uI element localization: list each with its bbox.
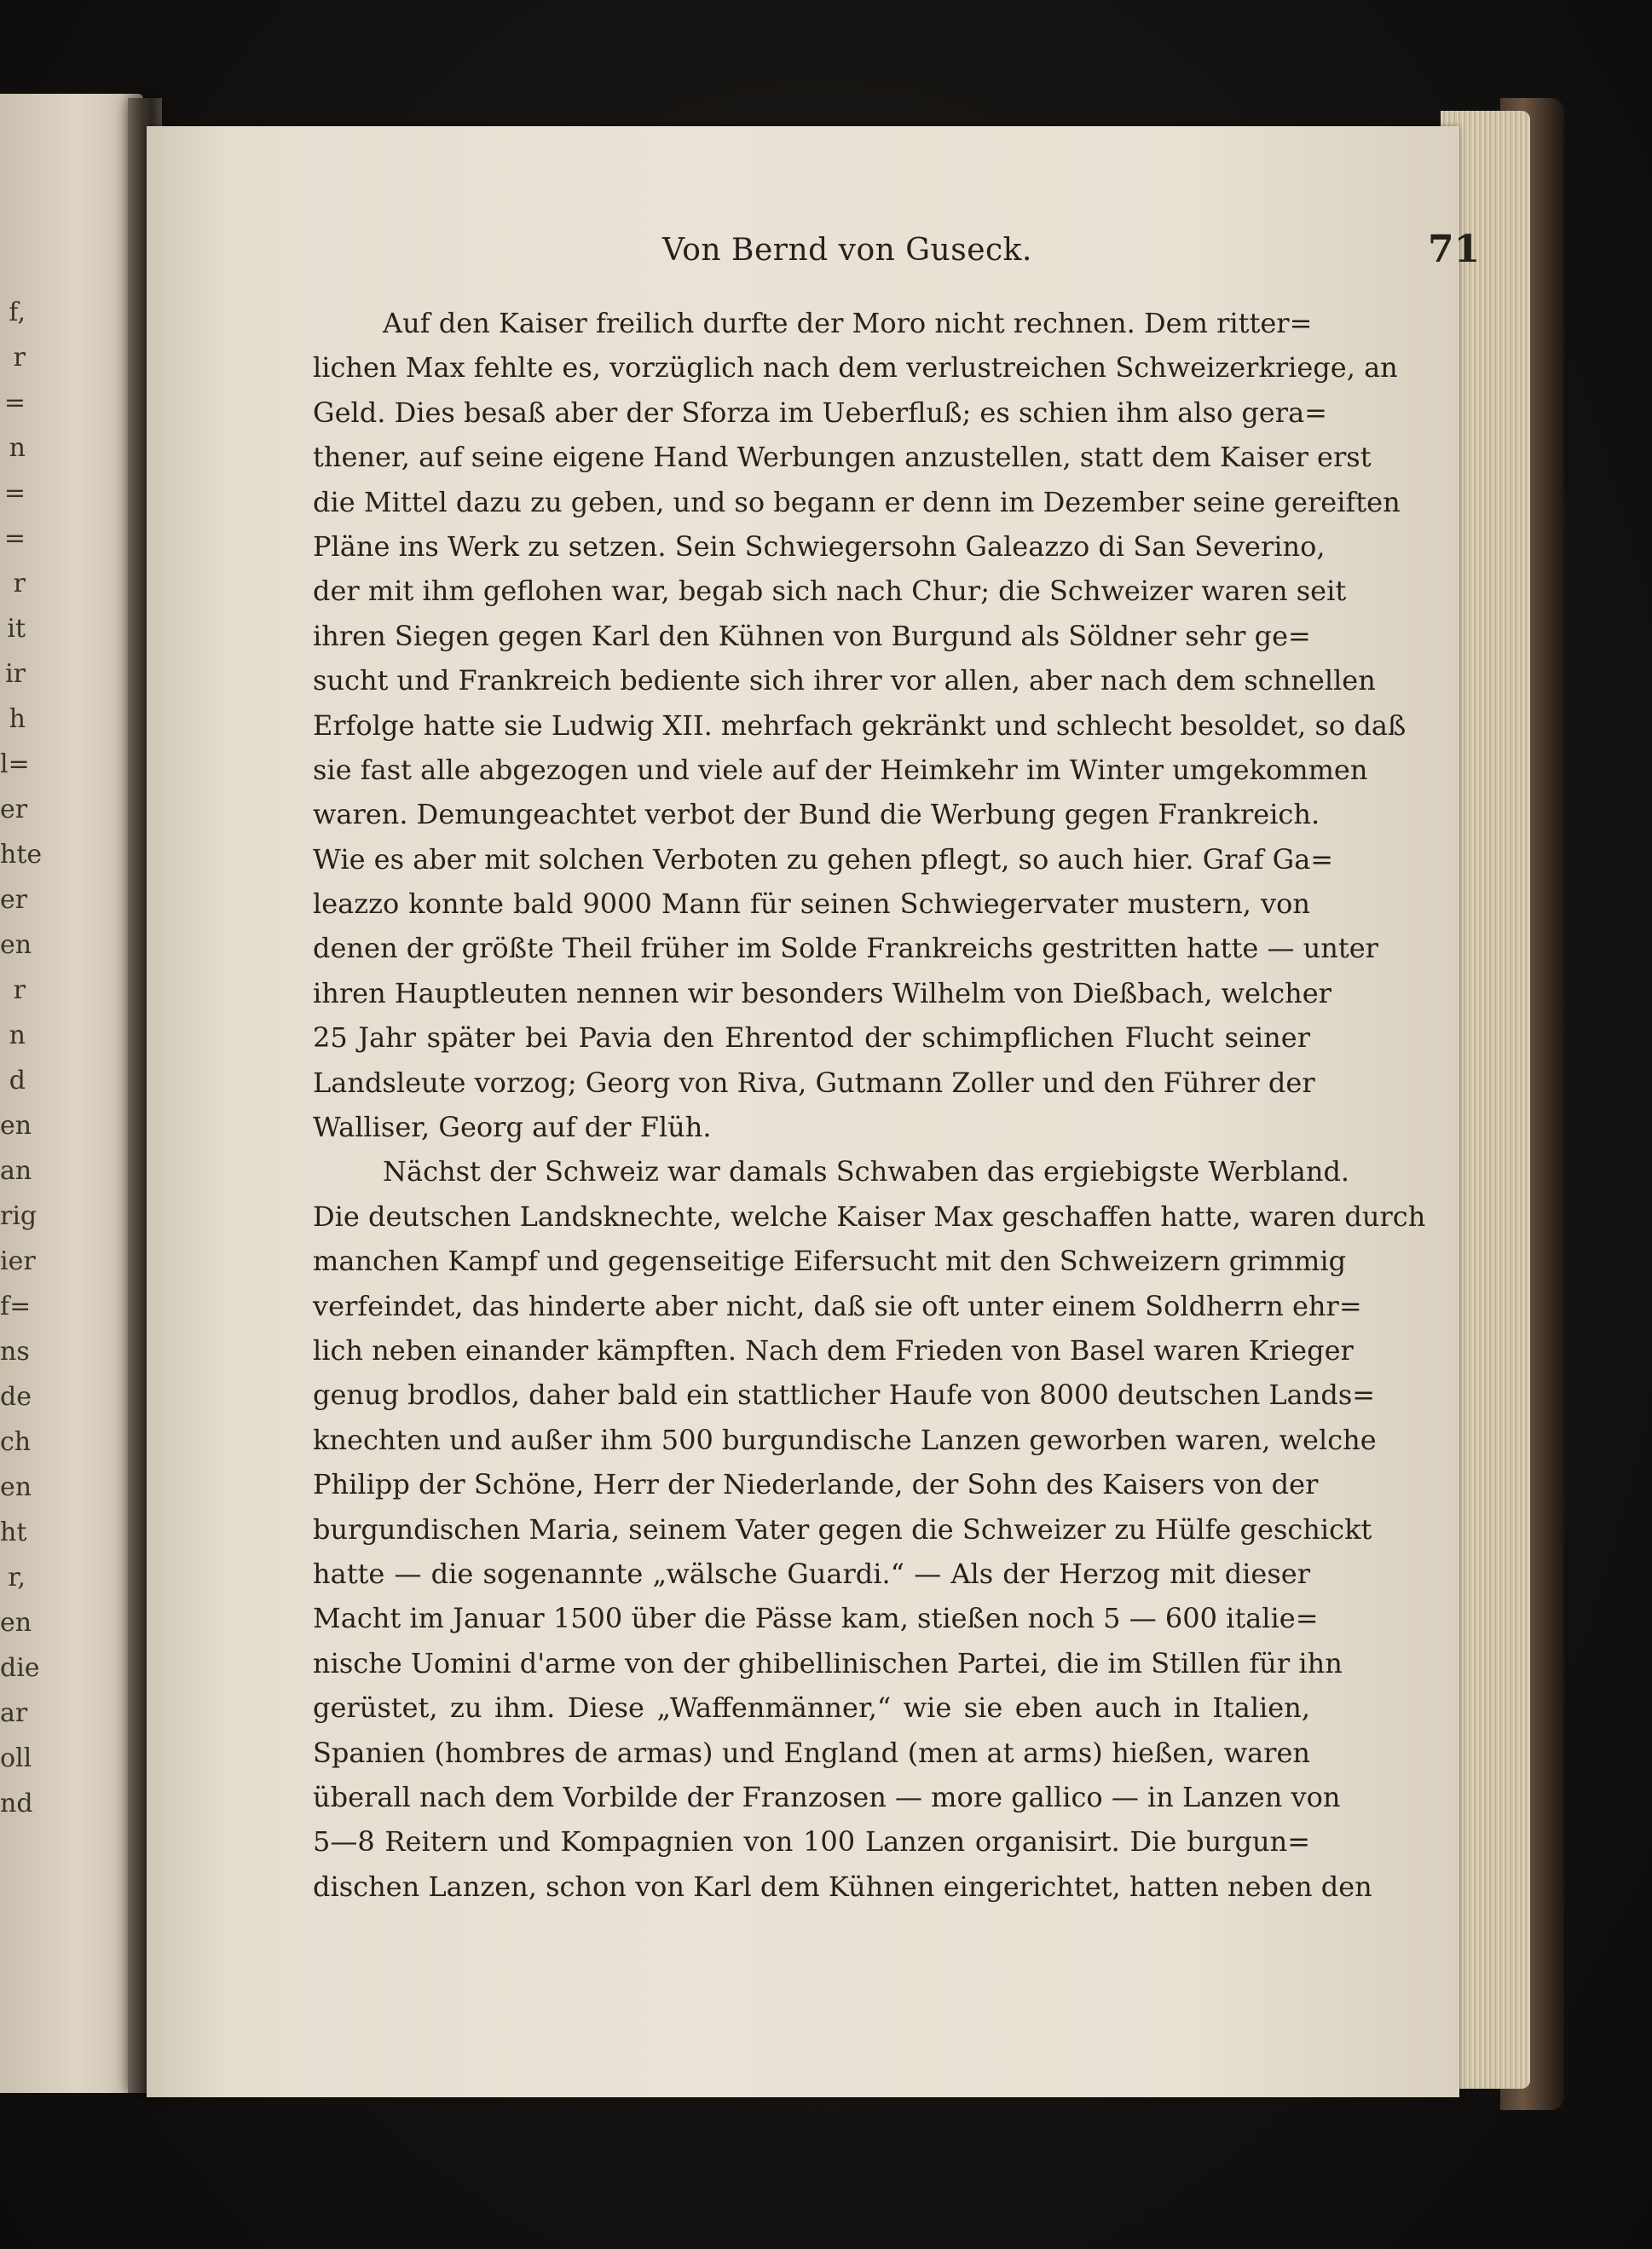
body-text	[313, 301, 1472, 1909]
text-line: Erfolge hatte sie Ludwig XII. mehrfach gekränkt und schlecht besoldet, so daß	[313, 708, 1407, 742]
left-page-fragment: h	[9, 704, 26, 734]
text-line: Landsleute vorzog; Georg von Riva, Gutmann Zoller und den Führer der	[313, 1066, 1315, 1099]
left-page-fragment: en	[0, 1608, 32, 1638]
left-page-fragment: er	[0, 885, 28, 915]
text-line: ihren Siegen gegen Karl den Kühnen von Burgund als Söldner sehr ge=	[313, 619, 1311, 652]
text-line: Wie es aber mit solchen Verboten zu gehen pflegt, so auch hier. Graf Ga=	[313, 842, 1334, 876]
book-page	[147, 126, 1481, 2097]
left-page-fragment: =	[3, 523, 26, 553]
left-page-fragment: ir	[5, 659, 26, 689]
left-page-fragment: an	[0, 1156, 32, 1186]
left-page-fragment: die	[0, 1653, 40, 1683]
running-head-title: Von Bernd von Guseck.	[662, 233, 1032, 268]
text-line: Die deutschen Landsknechte, welche Kaiser Max geschaffen hatte, waren durch	[313, 1200, 1426, 1233]
text-line: 5—8 Reitern und Kompagnien von 100 Lanzen organisirt. Die burgun=	[313, 1825, 1310, 1859]
left-page-fragment: er	[0, 795, 28, 824]
text-line: dischen Lanzen, schon von Karl dem Kühnen eingerichtet, hatten neben den	[313, 1870, 1372, 1903]
left-page-fragment: ht	[0, 1518, 27, 1547]
left-page-fragment: f=	[0, 1292, 32, 1321]
left-page-fragment: nd	[0, 1789, 33, 1818]
left-page-fragment: d	[9, 1066, 26, 1096]
text-line: ihren Hauptleuten nennen wir besonders Wilhelm von Dießbach, welcher	[313, 976, 1331, 1009]
left-page-fragment: r	[13, 343, 26, 373]
text-line: 25 Jahr später bei Pavia den Ehrentod der schimpflichen Flucht seiner	[313, 1021, 1310, 1055]
text-line: nische Uomini d'arme von der ghibellinischen Partei, die im Stillen für ihn	[313, 1646, 1343, 1680]
page-number: 71	[1428, 228, 1481, 271]
text-line: leazzo konnte bald 9000 Mann für seinen Schwiegervater mustern, von	[313, 887, 1310, 921]
text-line: verfeindet, das hinderte aber nicht, daß sie oft unter einem Soldherrn ehr=	[313, 1289, 1362, 1322]
left-page-fragment: oll	[0, 1743, 32, 1773]
text-line: der mit ihm geflohen war, begab sich nach Chur; die Schweizer waren seit	[313, 575, 1347, 608]
left-page-fragment: ar	[0, 1698, 28, 1728]
text-line: thener, auf seine eigene Hand Werbungen anzustellen, statt dem Kaiser erst	[313, 441, 1372, 474]
left-page-edge-text	[0, 290, 43, 1826]
left-page-fragment: =	[3, 388, 26, 418]
left-page-fragment: f,	[9, 298, 26, 327]
left-page-fragment: n	[9, 1020, 26, 1050]
text-line: Philipp der Schöne, Herr der Niederlande, der Sohn des Kaisers von der	[313, 1468, 1319, 1501]
text-line: Spanien (hombres de armas) und England (men at arms) hießen, waren	[313, 1736, 1310, 1769]
left-page-fragment: rig	[0, 1201, 38, 1231]
text-line: sie fast alle abgezogen und viele auf der Heimkehr im Winter umgekommen	[313, 753, 1368, 786]
text-line: denen der größte Theil früher im Solde Frankreichs gestritten hatte — unter	[313, 932, 1378, 965]
text-line: manchen Kampf und gegenseitige Eifersucht mit den Schweizern grimmig	[313, 1245, 1347, 1278]
text-line: Macht im Januar 1500 über die Pässe kam, stießen noch 5 — 600 italie=	[313, 1602, 1319, 1635]
left-page-fragment: =	[3, 478, 26, 508]
left-page-fragment: en	[0, 930, 32, 960]
left-page-fragment: r,	[8, 1563, 26, 1593]
text-line: Pläne ins Werk zu setzen. Sein Schwiegersohn Galeazzo di San Severino,	[313, 529, 1326, 563]
left-page-fragment: r	[13, 975, 26, 1005]
left-page-fragment: en	[0, 1472, 32, 1502]
left-page-fragment: l=	[0, 749, 30, 779]
running-head	[313, 228, 1481, 301]
left-page-fragment: r	[13, 569, 26, 598]
text-line: gerüstet, zu ihm. Diese „Waffenmänner,“ wie sie eben auch in Italien,	[313, 1691, 1310, 1725]
text-line: sucht und Frankreich bediente sich ihrer vor allen, aber nach dem schnellen	[313, 664, 1376, 697]
text-line: burgundischen Maria, seinem Vater gegen die Schweizer zu Hülfe geschickt	[313, 1512, 1372, 1546]
text-line: Walliser, Georg auf der Flüh.	[313, 1111, 712, 1144]
left-page-fragment: n	[9, 433, 26, 463]
text-line: knechten und außer ihm 500 burgundische Lanzen geworben waren, welche	[313, 1423, 1377, 1456]
left-page-fragment: de	[0, 1382, 32, 1412]
left-page-fragment: ier	[0, 1246, 36, 1276]
text-line: waren. Demungeachtet verbot der Bund die Werbung gegen Frankreich.	[313, 798, 1320, 831]
text-line: die Mittel dazu zu geben, und so begann er denn im Dezember seine gereiften	[313, 485, 1401, 518]
left-page-fragment: it	[7, 614, 26, 644]
left-page-fragment: hte	[0, 840, 43, 870]
page-content	[313, 228, 1481, 1909]
left-facing-page	[0, 94, 143, 2093]
left-page-fragment: ns	[0, 1337, 30, 1367]
text-line: Auf den Kaiser freilich durfte der Moro nicht rechnen. Dem ritter=	[383, 307, 1313, 339]
text-line: Nächst der Schweiz war damals Schwaben das ergiebigste Werbland.	[383, 1155, 1350, 1188]
text-line: genug brodlos, daher bald ein stattlicher Haufe von 8000 deutschen Lands=	[313, 1379, 1376, 1412]
text-line: lichen Max fehlte es, vorzüglich nach dem verlustreichen Schweizerkriege, an	[313, 351, 1398, 384]
left-page-fragment: en	[0, 1111, 32, 1141]
text-line: überall nach dem Vorbilde der Franzosen — more gallico — in Lanzen von	[313, 1780, 1341, 1813]
text-line: Geld. Dies besaß aber der Sforza im Ueberfluß; es schien ihm also gera=	[313, 396, 1327, 429]
left-page-fragment: ch	[0, 1427, 32, 1457]
text-line: lich neben einander kämpften. Nach dem Frieden von Basel waren Krieger	[313, 1333, 1354, 1367]
text-line: hatte — die sogenannte „wälsche Guardi.“ — Als der Herzog mit dieser	[313, 1557, 1310, 1590]
